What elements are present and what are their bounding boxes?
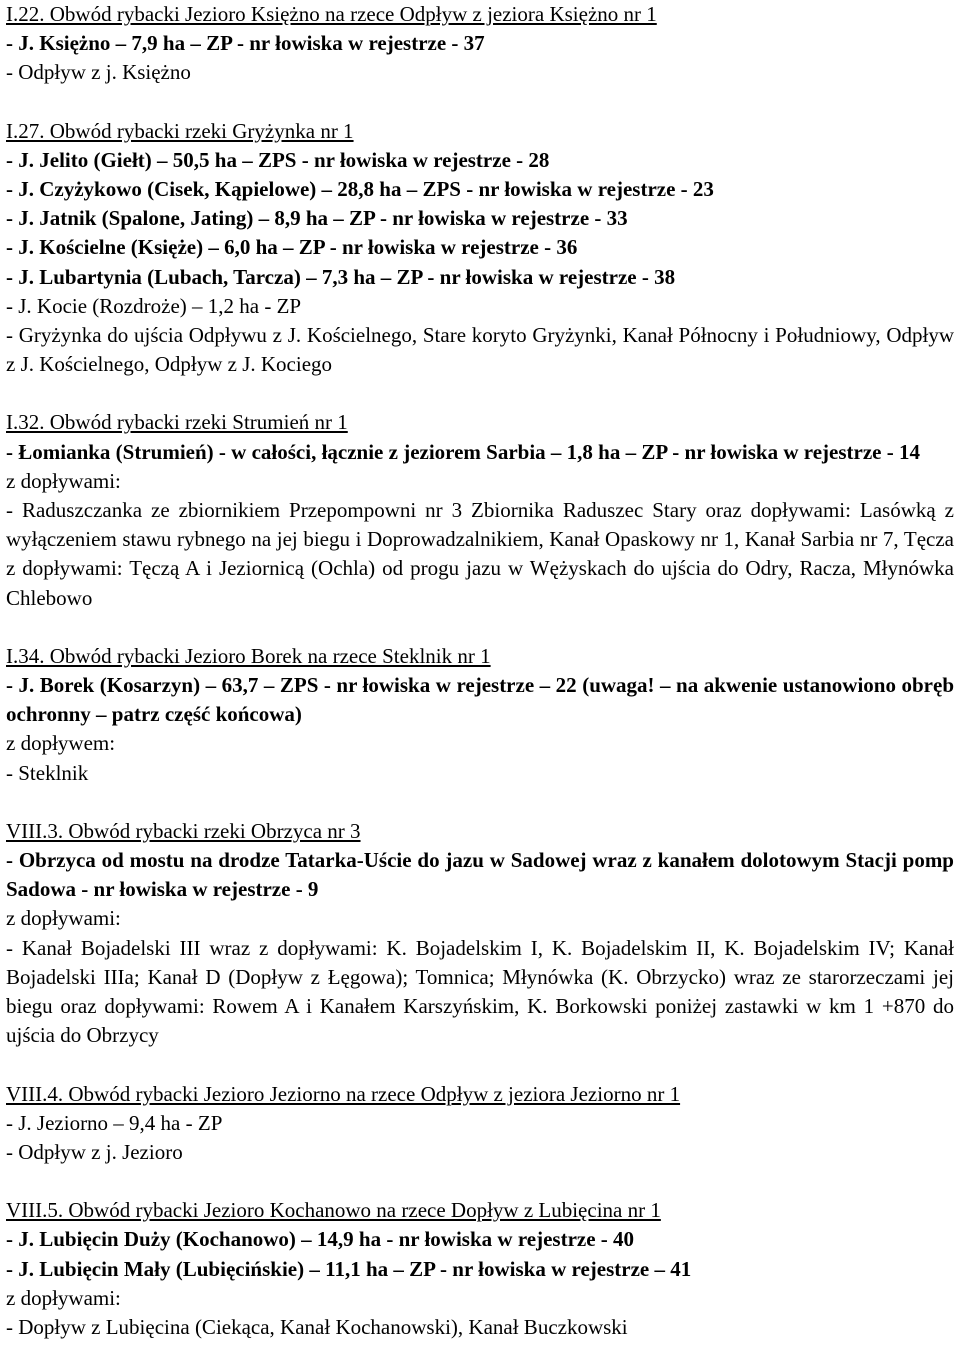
- list-item: - Obrzyca od mostu na drodze Tatarka-Uście do jazu w Sadowej wraz z kanałem dolotowym Stacji pomp Sadowa - nr łowiska w rejestrze - 9: [6, 848, 954, 902]
- list-item: - J. Jelito (Giełt) – 50,5 ha – ZPS - nr łowiska w rejestrze - 28: [6, 147, 550, 172]
- section-heading: I.34. Obwód rybacki Jezioro Borek na rzece Steklnik nr 1: [6, 643, 491, 668]
- section-viii3: [6, 817, 954, 1051]
- section-heading: I.27. Obwód rybacki rzeki Gryżynka nr 1: [6, 118, 354, 143]
- list-item: - J. Lubięcin Mały (Lubięcińskie) – 11,1 ha – ZP - nr łowiska w rejestrze – 41: [6, 1256, 692, 1281]
- section-heading: I.32. Obwód rybacki rzeki Strumień nr 1: [6, 410, 348, 435]
- list-item: - J. Jeziorno – 9,4 ha - ZP: [6, 1110, 223, 1135]
- tributaries-label: z dopływem:: [6, 731, 116, 756]
- section-heading: VIII.5. Obwód rybacki Jezioro Kochanowo na rzece Dopływ z Lubięcina nr 1: [6, 1198, 661, 1223]
- section-heading: I.22. Obwód rybacki Jezioro Księżno na rzece Odpływ z jeziora Księżno nr 1: [6, 2, 657, 26]
- list-item: - J. Kocie (Rozdroże) – 1,2 ha - ZP: [6, 293, 302, 318]
- list-item: - J. Kościelne (Księże) – 6,0 ha – ZP - nr łowiska w rejestrze - 36: [6, 235, 578, 260]
- section-heading: VIII.4. Obwód rybacki Jezioro Jeziorno na rzece Odpływ z jeziora Jeziorno nr 1: [6, 1081, 681, 1106]
- list-item: - J. Czyżykowo (Cisek, Kąpielowe) – 28,8 ha – ZPS - nr łowiska w rejestrze - 23: [6, 177, 714, 202]
- section-viii5: [6, 1196, 954, 1342]
- list-item: - J. Lubartynia (Lubach, Tarcza) – 7,3 ha – ZP - nr łowiska w rejestrze - 38: [6, 264, 676, 289]
- tributaries-label: z dopływami:: [6, 906, 121, 931]
- section-i34: [6, 642, 954, 788]
- section-heading: VIII.3. Obwód rybacki rzeki Obrzyca nr 3: [6, 818, 361, 843]
- list-item: - J. Jatnik (Spalone, Jating) – 8,9 ha – ZP - nr łowiska w rejestrze - 33: [6, 206, 628, 231]
- list-item: - Raduszczanka ze zbiornikiem Przepompowni nr 3 Zbiornika Raduszec Stary oraz dopływami: Lasówką z wyłączeniem stawu rybnego na jej biegu i Doprowadzalnikiem, Kanał Opaskowy nr 1, Kanał Sarbia nr 7, Tęcza z dopływami: Tęczą A i Jeziornicą (Ochla) od progu jazu w Wężyskach do ujścia do Odry, Racza, Młynówka Chlebowo: [6, 498, 954, 610]
- section-i22: [6, 0, 954, 88]
- list-item: - J. Borek (Kosarzyn) – 63,7 – ZPS - nr łowiska w rejestrze – 22 (uwaga! – na akwenie ustanowiono obręb ochronny – patrz część końcowa): [6, 673, 954, 727]
- list-item: - Gryżynka do ujścia Odpływu z J. Kościelnego, Stare koryto Gryżynki, Kanał Północny i Południowy, Odpływ z J. Kościelnego, Odpływ z J. Kociego: [6, 323, 954, 377]
- list-item: - Odpływ z j. Księżno: [6, 60, 191, 85]
- list-item: - Steklnik: [6, 760, 89, 785]
- section-i32: [6, 408, 954, 612]
- list-item: - Odpływ z j. Jezioro: [6, 1139, 183, 1164]
- tributaries-label: z dopływami:: [6, 1285, 121, 1310]
- list-item: - Kanał Bojadelski III wraz z dopływami: K. Bojadelskim I, K. Bojadelskim II, K. Bojadelskim IV; Kanał Bojadelski IIIa; Kanał D (Dopływ z Łęgowa); Tomnica; Młynówka (K. Obrzycko) wraz ze starorzeczami jej biegu oraz dopływami: Rowem A i Kanałem Karszyńskim, K. Borkowski poniżej zastawki w km 1 +870 do ujścia do Obrzycy: [6, 935, 954, 1048]
- section-viii4: [6, 1080, 954, 1168]
- list-item: - Dopływ z Lubięcina (Ciekąca, Kanał Kochanowski), Kanał Buczkowski: [6, 1314, 628, 1339]
- list-item: - J. Księżno – 7,9 ha – ZP - nr łowiska w rejestrze - 37: [6, 31, 485, 56]
- section-i27: [6, 117, 954, 380]
- list-item: - J. Lubięcin Duży (Kochanowo) – 14,9 ha - nr łowiska w rejestrze - 40: [6, 1227, 635, 1252]
- tributaries-label: z dopływami:: [6, 468, 121, 493]
- list-item: - Łomianka (Strumień) - w całości, łącznie z jeziorem Sarbia – 1,8 ha – ZP - nr łowiska w rejestrze - 14: [6, 439, 920, 464]
